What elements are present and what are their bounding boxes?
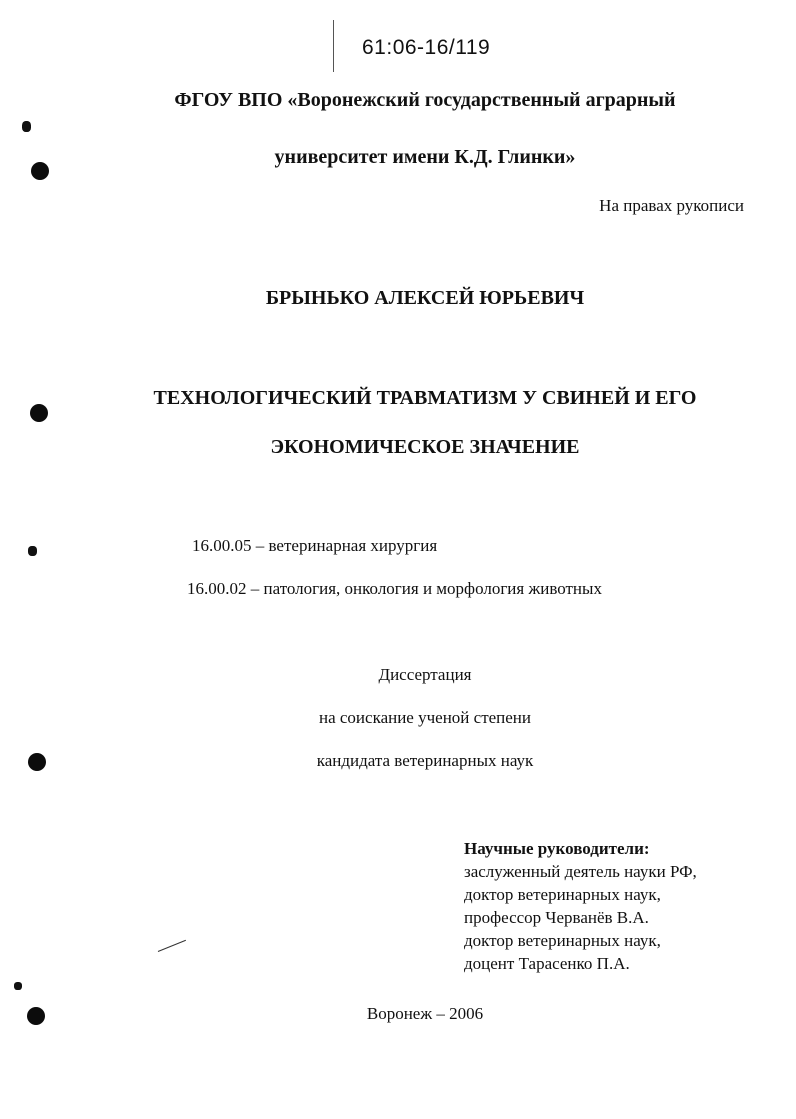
binder-hole: [28, 753, 46, 771]
scan-speck: [22, 121, 31, 132]
advisor-line: доцент Тарасенко П.А.: [464, 954, 630, 973]
institution-line-2: университет имени К.Д. Глинки»: [274, 146, 576, 168]
author-name: БРЫНЬКО АЛЕКСЕЙ ЮРЬЕВИЧ: [265, 287, 585, 309]
scientific-advisors-block: [464, 837, 697, 975]
advisor-line: доктор ветеринарных наук,: [464, 931, 661, 950]
scan-speck: [28, 546, 37, 556]
advisor-line: профессор Черванёв В.А.: [464, 908, 649, 927]
manuscript-rights-note: На правах рукописи: [599, 196, 744, 215]
place-and-year: Воронеж – 2006: [366, 1004, 484, 1023]
binder-hole: [27, 1007, 45, 1025]
binder-hole: [31, 162, 49, 180]
specialty-code-2: 16.00.02 – патология, онкология и морфология животных: [187, 579, 602, 598]
archive-code: 61:06-16/119: [362, 36, 491, 59]
advisors-heading: Научные руководители:: [464, 839, 650, 858]
institution-line-1: ФГОУ ВПО «Воронежский государственный аграрный: [174, 89, 676, 111]
degree-line-1: Диссертация: [378, 665, 472, 684]
thesis-title-line-1: ТЕХНОЛОГИЧЕСКИЙ ТРАВМАТИЗМ У СВИНЕЙ И ЕГО: [153, 387, 697, 409]
degree-line-3: кандидата ветеринарных наук: [316, 751, 534, 770]
binder-hole: [30, 404, 48, 422]
advisor-line: заслуженный деятель науки РФ,: [464, 862, 697, 881]
advisor-line: доктор ветеринарных наук,: [464, 885, 661, 904]
stamp-divider-line: [333, 20, 334, 72]
scan-speck: [14, 982, 22, 990]
thesis-title-line-2: ЭКОНОМИЧЕСКОЕ ЗНАЧЕНИЕ: [270, 436, 580, 458]
degree-line-2: на соискание ученой степени: [318, 708, 532, 727]
pen-mark: [158, 940, 186, 952]
specialty-code-1: 16.00.05 – ветеринарная хирургия: [192, 536, 438, 555]
